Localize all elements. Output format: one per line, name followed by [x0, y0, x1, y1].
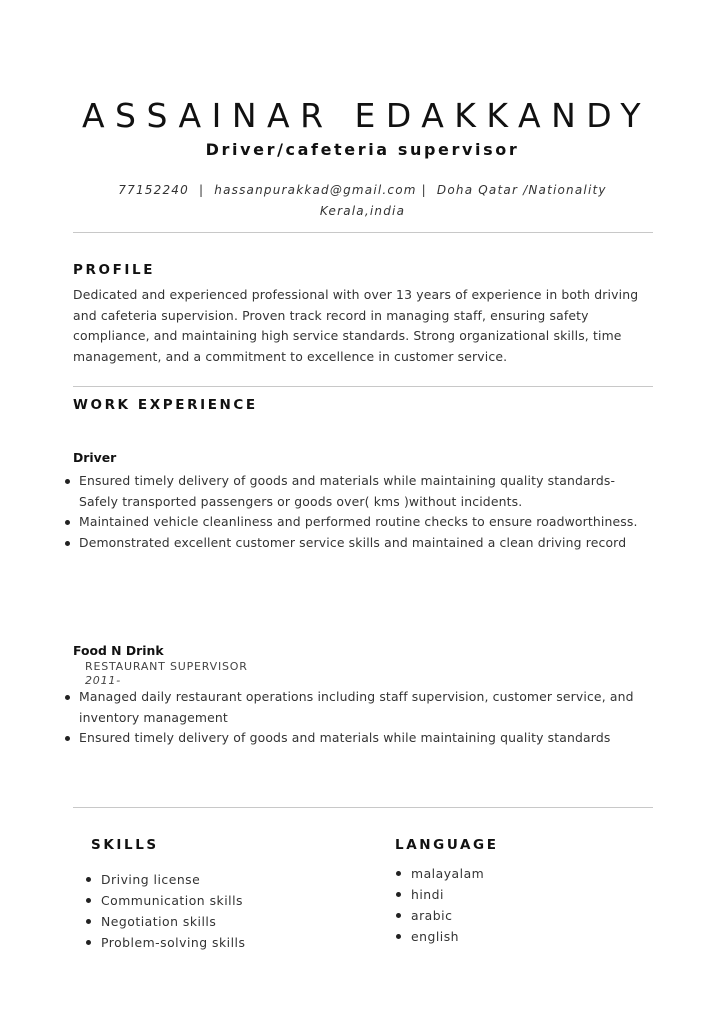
candidate-name: ASSAINAR EDAKKANDY	[81, 96, 652, 135]
list-item: Maintained vehicle cleanliness and performed routine checks to ensure roadworthiness.	[61, 512, 646, 533]
divider	[73, 807, 653, 808]
job-title-food-n-drink: Food N Drink	[73, 643, 164, 658]
driver-duties-list	[61, 471, 646, 554]
contact-line-2: Kerala,india	[319, 204, 406, 218]
profile-heading: PROFILE	[73, 262, 156, 278]
profile-text: Dedicated and experienced professional with over 13 years of experience in both driving and cafeteria supervision. Proven track record in managing staff, ensuring safety compliance, and maintaining high service standards. Strong organizational skills, time management, and a commitment to excellence in customer service.	[73, 287, 639, 365]
language-heading: LANGUAGE	[395, 837, 499, 853]
skills-heading: SKILLS	[91, 837, 159, 853]
restaurant-duties-list	[61, 687, 646, 749]
language-list	[395, 863, 484, 947]
work-experience-heading: WORK EXPERIENCE	[73, 397, 258, 413]
list-item: Managed daily restaurant operations including staff supervision, customer service, and inventory management	[61, 687, 646, 728]
list-item: Negotiation skills	[85, 911, 245, 932]
skills-list	[85, 869, 245, 953]
list-item: Problem-solving skills	[85, 932, 245, 953]
job-title-driver: Driver	[73, 450, 117, 465]
list-item: english	[395, 926, 484, 947]
contact-line-1: 77152240 | hassanpurakkad@gmail.com | Doha Qatar /Nationality	[118, 183, 607, 197]
list-item: Ensured timely delivery of goods and materials while maintaining quality standards	[61, 728, 646, 749]
divider	[73, 232, 653, 233]
contact-info	[90, 180, 635, 222]
job-subtitle: RESTAURANT SUPERVISOR	[85, 660, 248, 673]
list-item: hindi	[395, 884, 484, 905]
divider	[73, 386, 653, 387]
job-role: Driver/cafeteria supervisor	[205, 140, 520, 159]
list-item: Ensured timely delivery of goods and materials while maintaining quality standards- Safely transported passengers or goods over( kms )without incidents.	[61, 471, 646, 512]
list-item: Communication skills	[85, 890, 245, 911]
list-item: arabic	[395, 905, 484, 926]
job-years: 2011-	[85, 674, 121, 687]
list-item: malayalam	[395, 863, 484, 884]
list-item: Driving license	[85, 869, 245, 890]
list-item: Demonstrated excellent customer service skills and maintained a clean driving record	[61, 533, 646, 554]
